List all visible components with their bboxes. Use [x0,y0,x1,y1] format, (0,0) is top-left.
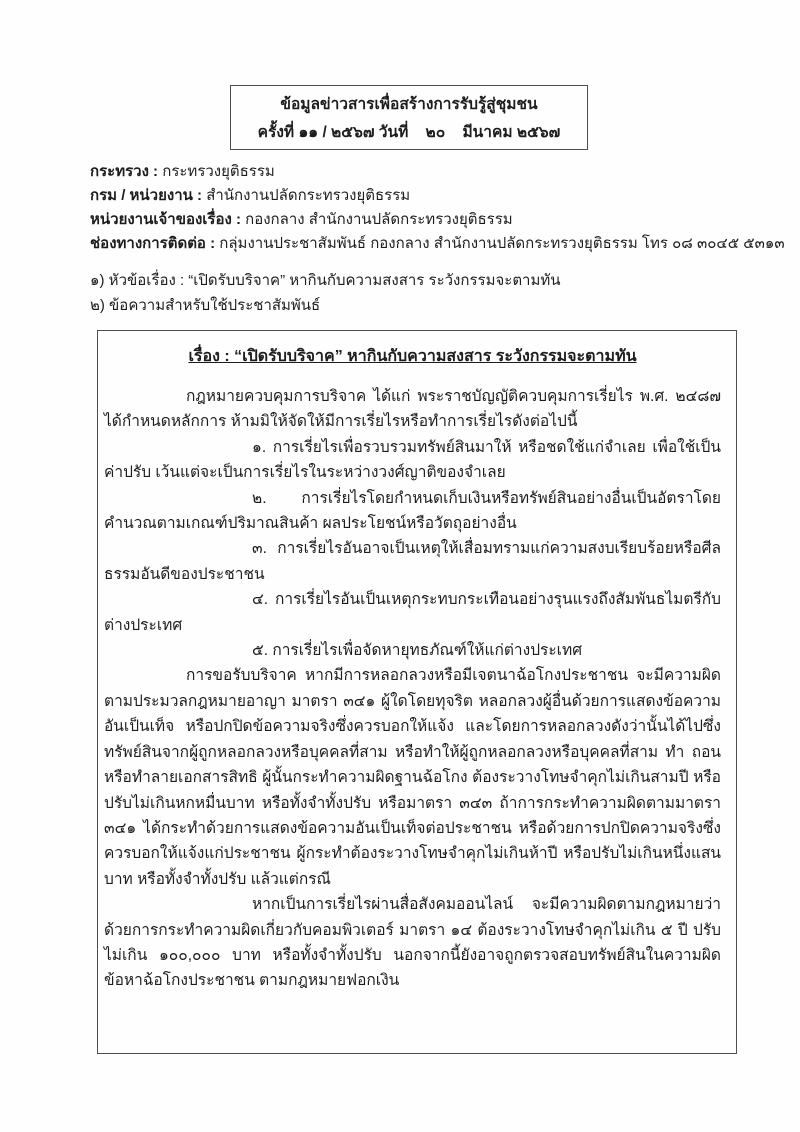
paragraph-law-intro: กฎหมายควบคุมการบริจาค ได้แก่ พระราชบัญญัติควบคุมการเรี่ยไร พ.ศ. ๒๔๘๗ ได้กำหนดหลักการ ห้ามมิให้จัดให้มีการเรี่ยไรหรือทำการเรี่ยไรดังต่อไปนี้ [104,388,721,431]
list-item-1: ๑. การเรี่ยไรเพื่อรวบรวมทรัพย์สินมาให้ หรือชดใช้แก่จำเลย เพื่อใช้เป็นค่าปรับ เว้นแต่จะเป็นการเรี่ยไรในระหว่างวงศ์ญาติของจำเลย [104,438,721,482]
meta-row-owner-unit [90,208,750,232]
meta-value: กลุ่มงานประชาสัมพันธ์ กองกลาง สำนักงานปลัดกระทรวงยุติธรรม โทร ๐๘ ๓๐๔๕ ๕๓๑๓ [219,235,785,252]
list-item-5: ๕. การเรี่ยไรเพื่อจัดหายุทธภัณฑ์ให้แก่ต่างประเทศ [252,642,583,660]
meta-row-contact [90,232,785,256]
content-body [104,384,721,994]
list-item-4: ๔. การเรี่ยไรอันเป็นเหตุกระทบกระเทือนอย่างรุนแรงถึงสัมพันธไมตรีกับต่างประเทศ [104,591,721,634]
pre-list-item-pr-text: ๒) ข้อความสำหรับใช้ประชาสัมพันธ์ [90,297,321,314]
meta-row-department [90,184,750,208]
list-item-2: ๒. การเรี่ยไรโดยกำหนดเก็บเงินหรือทรัพย์สินอย่างอื่นเป็นอัตราโดยคำนวณตามเกณฑ์ปริมาณสินค้า ผลประโยชน์หรือวัตถุอย่างอื่น [104,489,721,533]
header-issue-date: ครั้งที่ ๑๑ / ๒๕๖๗ วันที่ ๒๐ มีนาคม ๒๕๖๗ [257,124,561,141]
paragraph-fraud-penalty: การขอรับบริจาค หากมีการหลอกลวงหรือมีเจตนาฉ้อโกงประชาชน จะมีความผิดตามประมวลกฎหมายอาญา มาตรา ๓๔๑ ผู้ใดโดยทุจริต หลอกลวงผู้อื่นด้วยการแสดงข้อความอันเป็นเท็จ หรือปกปิดข้อความจริงซึ่งควรบอกให้แจ้ง และโดยการหลอกลวงดังว่านั้นได้ไปซึ่งทรัพย์สินจากผู้ถูกหลอกลวงหรือบุคคลที่สาม หรือทำให้ผู้ถูกหลอกลวงหรือบุคคลที่สาม ทำ ถอน หรือทำลายเอกสารสิทธิ ผู้นั้นกระทำความผิดฐานฉ้อโกง ต้องระวางโทษจำคุกไม่เกินสามปี หรือปรับไม่เกินหกหมื่นบาท หรือทั้งจำทั้งปรับ หรือมาตรา ๓๔๓ ถ้าการกระทำความผิดตามมาตรา ๓๔๑ ได้กระทำด้วยการแสดงข้อความอันเป็นเท็จต่อประชาชน หรือด้วยการปกปิดความจริงซึ่งควรบอกให้แจ้งแก่ประชาชน ผู้กระทำต้องระวางโทษจำคุกไม่เกินห้าปี หรือปรับไม่เกินหนึ่งแสนบาท หรือทั้งจำทั้งปรับ แล้วแต่กรณี [104,667,721,888]
meta-label: หน่วยงานเจ้าของเรื่อง : [90,211,241,228]
paragraph-online-penalty: หากเป็นการเรี่ยไรผ่านสื่อสังคมออนไลน์ จะมีความผิดตามกฎหมายว่าด้วยการกระทำความผิดเกี่ยวกับคอมพิวเตอร์ มาตรา ๑๔ ต้องระวางโทษจำคุกไม่เกิน ๕ ปี ปรับไม่เกิน ๑๐๐,๐๐๐ บาท หรือทั้งจำทั้งปรับ นอกจากนี้ยังอาจถูกตรวจสอบทรัพย์สินในความผิดข้อหาฉ้อโกงประชาชน ตามกฎหมายฟอกเงิน [104,896,721,990]
pre-list-item-topic: ๑) หัวข้อเรื่อง : “เปิดรับบริจาค” หากินกับความสงสาร ระวังกรรมจะตามทัน [90,272,561,289]
metadata-block [90,160,785,256]
list-item-3: ๓. การเรี่ยไรอันอาจเป็นเหตุให้เสื่อมทรามแก่ความสงบเรียบร้อยหรือศีลธรรมอันดีของประชาชน [104,540,721,583]
meta-value: กองกลาง สำนักงานปลัดกระทรวงยุติธรรม [245,211,513,228]
content-title: เรื่อง : “เปิดรับบริจาค” หากินกับความสงสาร ระวังกรรมจะตามทัน [188,348,637,365]
meta-value: สำนักงานปลัดกระทรวงยุติธรรม [206,187,411,204]
header-title: ข้อมูลข่าวสารเพื่อสร้างการรับรู้สู่ชุมชน [280,96,538,113]
meta-label: กรม / หน่วยงาน : [90,187,203,204]
meta-value: กระทรวงยุติธรรม [162,163,275,180]
document-header-box [230,85,588,150]
meta-label: ช่องทางการติดต่อ : [90,235,216,252]
meta-row-ministry [90,160,750,184]
content-box [97,330,737,1054]
meta-label: กระทรวง : [90,163,159,180]
pre-list [90,268,750,318]
